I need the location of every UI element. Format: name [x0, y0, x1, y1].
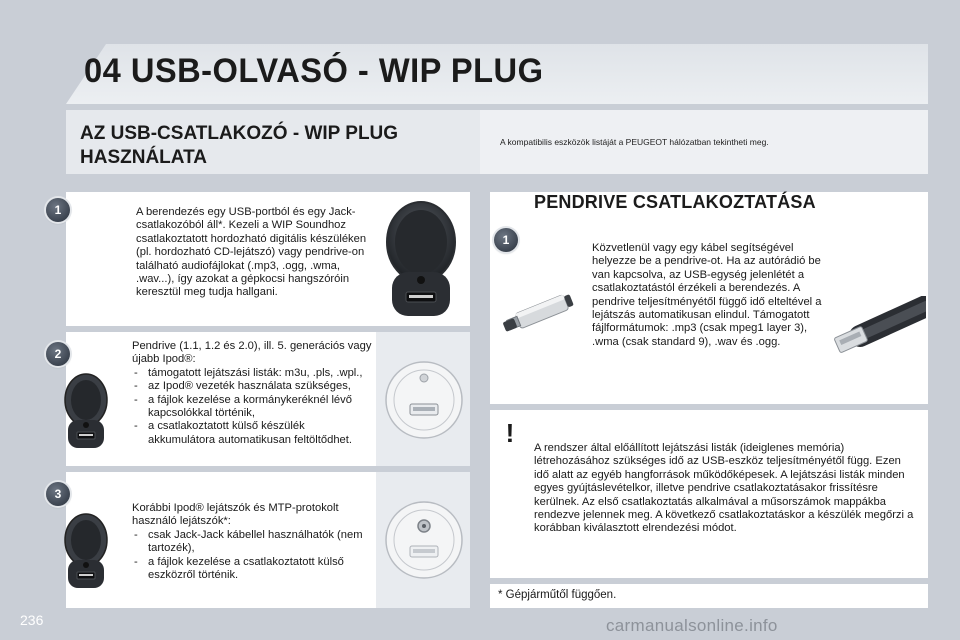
page-number: 236: [20, 612, 44, 628]
page-title: 04 USB-OLVASÓ - WIP PLUG: [84, 52, 544, 90]
footnote: * Gépjárműtől függően.: [498, 589, 617, 601]
step-3-intro: Korábbi Ipod® lejátszók és MTP-protokolt használó lejátszók*:: [132, 502, 339, 528]
list-item: - támogatott lejátszási listák: m3u, .pls, .wpl.,: [132, 367, 372, 380]
step-badge-2: 2: [46, 342, 70, 366]
usb-cable-icon: [830, 296, 926, 376]
list-item: - a csatlakoztatott külső készülék akkumulátora automatikusan feltöltődhet.: [132, 420, 372, 447]
step-2-intro: Pendrive (1.1, 1.2 és 2.0), ill. 5. generációs vagy újabb Ipod®:: [132, 340, 372, 366]
usb-port-closeup-icon: [384, 352, 464, 448]
pendrive-text: Közvetlenül vagy egy kábel segítségével helyezze be a pendrive-ot. Ha az autórádió be van kapcsolva, az USB-egység jelenlétét a csatlakoztatástól érzékeli a berendezés. A pendrive teljesítményétől függő idő elteltével a lejátszás automatikusan elindul. Támogatott fájlformátumok: .mp3 (csak mpeg1 layer 3), .wma (csak standard 9), .wav és .ogg.: [592, 242, 822, 348]
pendrive-badge: 1: [494, 228, 518, 252]
compat-note: A kompatibilis eszközök listáját a PEUGEOT hálózatban tekintheti meg.: [500, 137, 769, 147]
pendrive-title: PENDRIVE CSATLAKOZTATÁSA: [534, 192, 816, 212]
warning-text: A rendszer által előállított lejátszási listák (ideiglenes memória) létrehozásához szükséges idő az USB-eszköz teljesítményétől függ. Ezen idő alatt az egyéb hangforrások működőképesek. A lejátszási listák minden egyes gyújtáslevételkor, illetve pendrive csatlakoztatásakor frissítésre kerülnek. Az első csatlakoztatás alkalmával a műsorszámok mappákba rendezve jelennek meg. A következő csatlakoztatáskor a készülék megőrzi a korábban kiválasztott elrendezési módot.: [534, 442, 914, 535]
usb-jack-socket-icon: [62, 510, 110, 592]
step-2-list: [132, 367, 372, 447]
step-3-list: [132, 529, 372, 583]
list-item: - az Ipod® vezeték használata szükséges,: [132, 380, 372, 393]
pendrive-icon: [500, 290, 582, 334]
section-title: AZ USB-CSATLAKOZÓ - WIP PLUG HASZNÁLATA: [80, 123, 399, 168]
list-item: - a fájlok kezelése a kormánykeréknél lévő kapcsolókkal történik,: [132, 394, 372, 421]
warning-exclamation-icon: !: [505, 418, 515, 448]
step-2-content: [132, 340, 372, 447]
step-3-content: [132, 502, 372, 582]
step-1-text: A berendezés egy USB-portból és egy Jack-csatlakozóból áll*. Kezeli a WIP Soundhoz csatlakoztatott hordozható digitális készüléken (pl. hordozható CD-lejátszó) vagy pendrive-on található audiofájlokat (.mp3, .ogg, .wma, .wav...), így azokat a gépkocsi hangszóróin keresztül meg tudja hallgani.: [136, 206, 367, 299]
usb-jack-socket-icon: [382, 194, 460, 322]
usb-jack-socket-icon: [62, 370, 110, 452]
watermark: carmanualsonline.info: [606, 616, 778, 635]
step-badge-1: 1: [46, 198, 70, 222]
list-item: - csak Jack-Jack kábellel használhatók (nem tartozék),: [132, 529, 372, 556]
list-item: - a fájlok kezelése a csatlakoztatott külső eszközről történik.: [132, 556, 372, 583]
usb-port-closeup-icon: [384, 492, 464, 588]
step-badge-3: 3: [46, 482, 70, 506]
